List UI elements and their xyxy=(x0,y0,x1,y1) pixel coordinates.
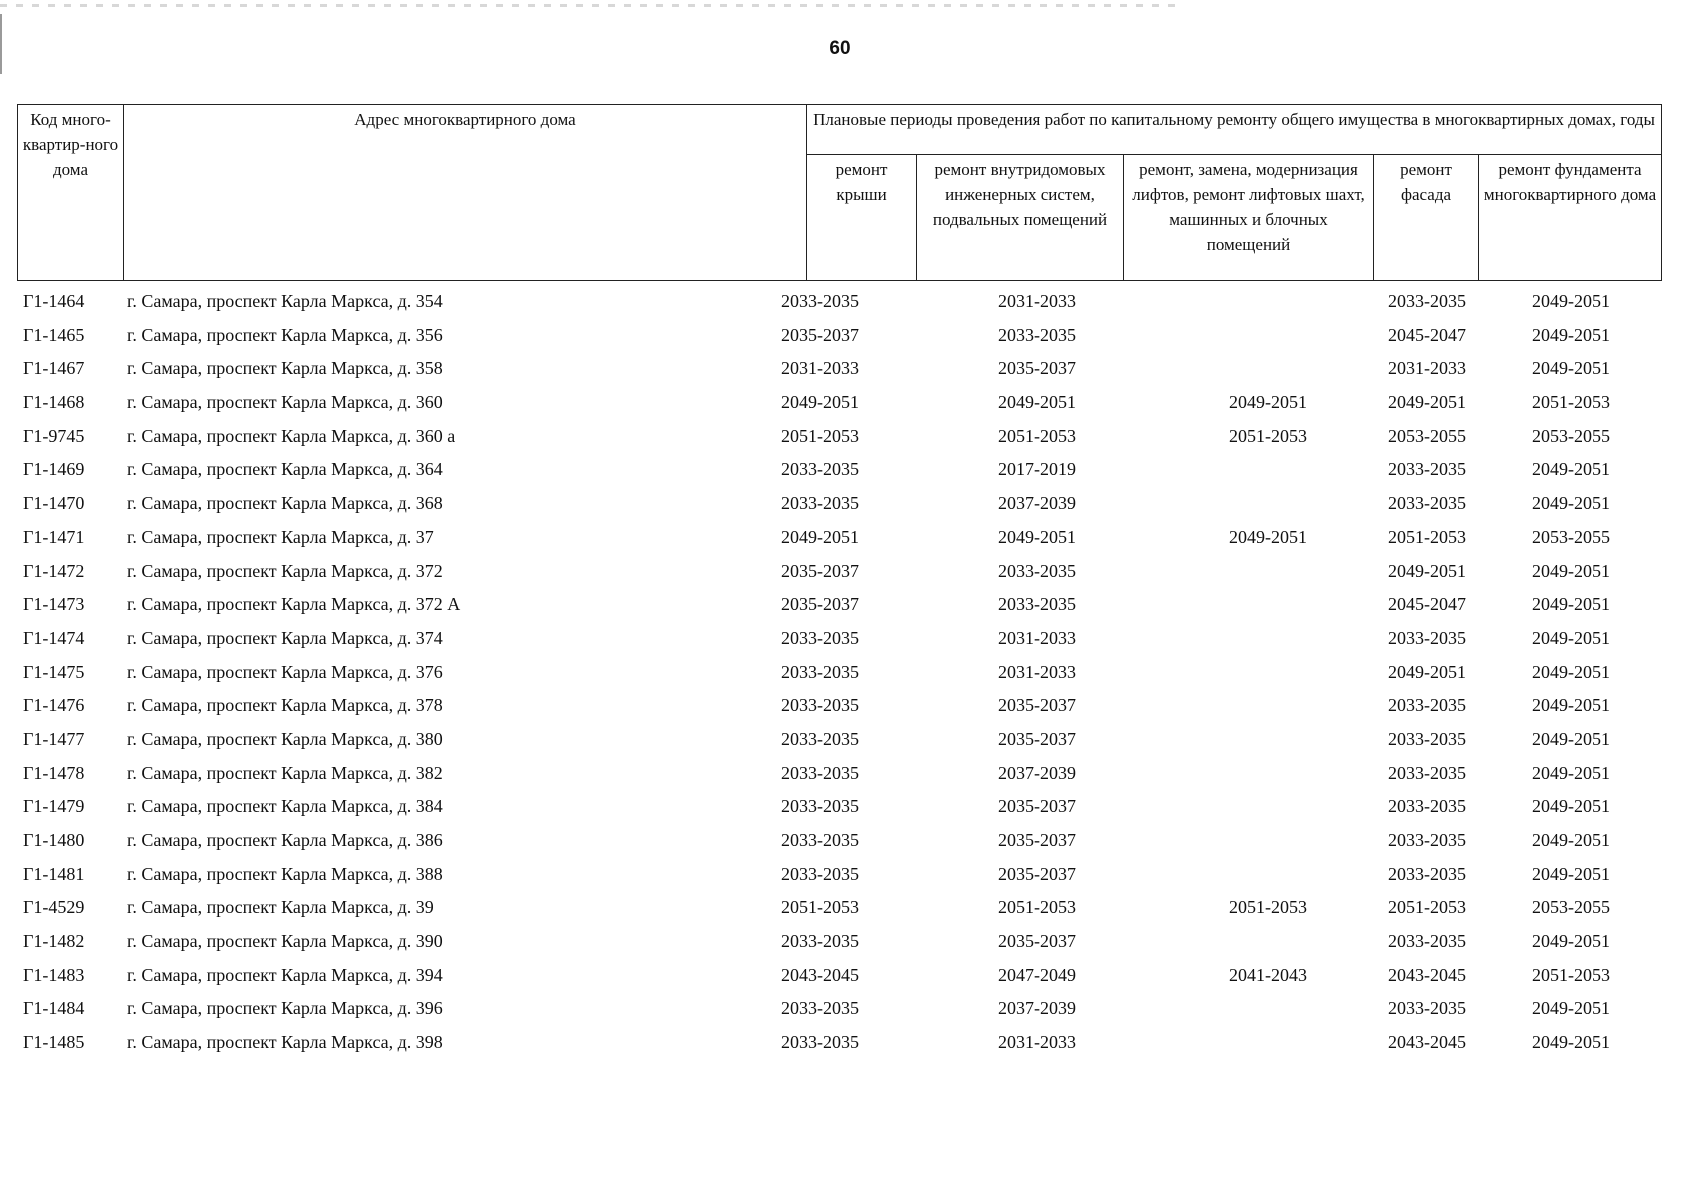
cell-roof: 2033-2035 xyxy=(781,998,859,1019)
cell-facade: 2033-2035 xyxy=(1388,830,1466,850)
cell-address: г. Самара, проспект Карла Маркса, д. 372 А xyxy=(127,594,461,615)
cell-roof: 2033-2035 xyxy=(781,291,859,311)
header-address: Адрес многоквартирного дома xyxy=(124,105,807,281)
table-header xyxy=(17,104,1662,281)
cell-code: Г1-1468 xyxy=(23,392,85,413)
cell-foundation: 2051-2053 xyxy=(1532,392,1610,413)
cell-engineering: 2047-2049 xyxy=(998,964,1076,985)
table-row xyxy=(17,353,1661,387)
cell-roof: 2031-2033 xyxy=(781,358,859,379)
cell-facade: 2051-2053 xyxy=(1388,526,1466,547)
cell-foundation: 2049-2051 xyxy=(1532,931,1610,952)
cell-engineering: 2037-2039 xyxy=(998,998,1076,1019)
cell-code: Г1-1470 xyxy=(23,493,85,514)
cell-lifts: 2051-2053 xyxy=(1229,897,1307,918)
cell-roof: 2049-2051 xyxy=(781,526,859,547)
cell-engineering: 2035-2037 xyxy=(998,796,1076,817)
cell-address: г. Самара, проспект Карла Маркса, д. 378 xyxy=(127,695,443,716)
cell-address: г. Самара, проспект Карла Маркса, д. 398 xyxy=(127,1032,443,1053)
cell-address: г. Самара, проспект Карла Маркса, д. 374 xyxy=(127,627,443,648)
table-row xyxy=(17,825,1661,859)
cell-facade: 2049-2051 xyxy=(1388,661,1466,682)
cell-foundation: 2049-2051 xyxy=(1532,1032,1610,1053)
cell-roof: 2035-2037 xyxy=(781,324,859,345)
header-engineering: ремонт внутридомовых инженерных систем, подвальных помещений xyxy=(917,155,1124,281)
cell-roof: 2033-2035 xyxy=(781,931,859,952)
cell-engineering: 2037-2039 xyxy=(998,762,1076,783)
cell-address: г. Самара, проспект Карла Маркса, д. 354 xyxy=(127,291,443,311)
cell-facade: 2043-2045 xyxy=(1388,964,1466,985)
header-lifts: ремонт, замена, модернизация лифтов, ремонт лифтовых шахт, машинных и блочных помещений xyxy=(1124,155,1374,281)
cell-code: Г1-4529 xyxy=(23,897,85,918)
cell-facade: 2043-2045 xyxy=(1388,1032,1466,1053)
cell-facade: 2045-2047 xyxy=(1388,324,1466,345)
cell-code: Г1-1471 xyxy=(23,526,85,547)
table-row xyxy=(17,320,1661,354)
table-row xyxy=(17,522,1661,556)
cell-engineering: 2031-2033 xyxy=(998,627,1076,648)
table-row xyxy=(17,623,1661,657)
cell-foundation: 2049-2051 xyxy=(1532,291,1610,311)
cell-address: г. Самара, проспект Карла Маркса, д. 386 xyxy=(127,830,443,850)
table-row xyxy=(17,993,1661,1027)
cell-roof: 2033-2035 xyxy=(781,1032,859,1053)
cell-roof: 2051-2053 xyxy=(781,897,859,918)
table-row xyxy=(17,791,1661,825)
cell-roof: 2033-2035 xyxy=(781,493,859,514)
cell-address: г. Самара, проспект Карла Маркса, д. 384 xyxy=(127,796,443,817)
cell-code: Г1-1477 xyxy=(23,728,85,749)
cell-foundation: 2053-2055 xyxy=(1532,526,1610,547)
cell-engineering: 2037-2039 xyxy=(998,493,1076,514)
cell-code: Г1-1469 xyxy=(23,459,85,480)
cell-address: г. Самара, проспект Карла Маркса, д. 394 xyxy=(127,964,443,985)
cell-engineering: 2035-2037 xyxy=(998,728,1076,749)
cell-facade: 2033-2035 xyxy=(1388,931,1466,952)
cell-foundation: 2053-2055 xyxy=(1532,897,1610,918)
table-row xyxy=(17,758,1661,792)
cell-engineering: 2031-2033 xyxy=(998,1032,1076,1053)
cell-engineering: 2049-2051 xyxy=(998,392,1076,413)
cell-address: г. Самара, проспект Карла Маркса, д. 360 xyxy=(127,392,443,413)
cell-roof: 2033-2035 xyxy=(781,627,859,648)
cell-foundation: 2049-2051 xyxy=(1532,998,1610,1019)
cell-foundation: 2049-2051 xyxy=(1532,493,1610,514)
cell-roof: 2033-2035 xyxy=(781,796,859,817)
cell-engineering: 2017-2019 xyxy=(998,459,1076,480)
cell-foundation: 2053-2055 xyxy=(1532,425,1610,446)
cell-engineering: 2031-2033 xyxy=(998,661,1076,682)
cell-roof: 2035-2037 xyxy=(781,594,859,615)
cell-engineering: 2031-2033 xyxy=(998,291,1076,311)
cell-roof: 2033-2035 xyxy=(781,459,859,480)
cell-facade: 2033-2035 xyxy=(1388,796,1466,817)
cell-code: Г1-1485 xyxy=(23,1032,85,1053)
cell-foundation: 2049-2051 xyxy=(1532,358,1610,379)
scan-artifact-top xyxy=(0,4,1180,7)
cell-code: Г1-1479 xyxy=(23,796,85,817)
cell-engineering: 2033-2035 xyxy=(998,324,1076,345)
cell-code: Г1-1476 xyxy=(23,695,85,716)
cell-code: Г1-1475 xyxy=(23,661,85,682)
cell-address: г. Самара, проспект Карла Маркса, д. 39 xyxy=(127,897,434,918)
cell-roof: 2033-2035 xyxy=(781,830,859,850)
cell-foundation: 2049-2051 xyxy=(1532,594,1610,615)
table-row xyxy=(17,421,1661,455)
table-row xyxy=(17,556,1661,590)
cell-code: Г1-1481 xyxy=(23,863,85,884)
cell-facade: 2031-2033 xyxy=(1388,358,1466,379)
cell-foundation: 2049-2051 xyxy=(1532,728,1610,749)
cell-engineering: 2035-2037 xyxy=(998,358,1076,379)
cell-address: г. Самара, проспект Карла Маркса, д. 376 xyxy=(127,661,443,682)
cell-address: г. Самара, проспект Карла Маркса, д. 388 xyxy=(127,863,443,884)
cell-foundation: 2049-2051 xyxy=(1532,762,1610,783)
cell-foundation: 2049-2051 xyxy=(1532,627,1610,648)
table-row xyxy=(17,286,1661,320)
cell-engineering: 2051-2053 xyxy=(998,425,1076,446)
cell-code: Г1-1478 xyxy=(23,762,85,783)
cell-facade: 2033-2035 xyxy=(1388,728,1466,749)
cell-code: Г1-1472 xyxy=(23,560,85,581)
cell-address: г. Самара, проспект Карла Маркса, д. 380 xyxy=(127,728,443,749)
header-facade: ремонт фасада xyxy=(1374,155,1479,281)
table-row xyxy=(17,859,1661,893)
cell-facade: 2033-2035 xyxy=(1388,493,1466,514)
cell-foundation: 2049-2051 xyxy=(1532,863,1610,884)
header-foundation: ремонт фундамента многоквартирного дома xyxy=(1479,155,1662,281)
cell-code: Г1-1465 xyxy=(23,324,85,345)
cell-roof: 2035-2037 xyxy=(781,560,859,581)
table-row xyxy=(17,657,1661,691)
cell-facade: 2049-2051 xyxy=(1388,392,1466,413)
cell-code: Г1-1473 xyxy=(23,594,85,615)
cell-roof: 2033-2035 xyxy=(781,762,859,783)
cell-foundation: 2049-2051 xyxy=(1532,796,1610,817)
cell-foundation: 2051-2053 xyxy=(1532,964,1610,985)
cell-facade: 2033-2035 xyxy=(1388,627,1466,648)
cell-facade: 2033-2035 xyxy=(1388,998,1466,1019)
cell-lifts: 2041-2043 xyxy=(1229,964,1307,985)
cell-roof: 2033-2035 xyxy=(781,863,859,884)
table-row xyxy=(17,892,1661,926)
cell-foundation: 2049-2051 xyxy=(1532,560,1610,581)
cell-foundation: 2049-2051 xyxy=(1532,695,1610,716)
table-row xyxy=(17,488,1661,522)
cell-engineering: 2033-2035 xyxy=(998,594,1076,615)
table-row xyxy=(17,589,1661,623)
cell-address: г. Самара, проспект Карла Маркса, д. 360 а xyxy=(127,425,456,446)
cell-code: Г1-1474 xyxy=(23,627,85,648)
cell-address: г. Самара, проспект Карла Маркса, д. 37 xyxy=(127,526,434,547)
cell-address: г. Самара, проспект Карла Маркса, д. 390 xyxy=(127,931,443,952)
cell-facade: 2049-2051 xyxy=(1388,560,1466,581)
cell-code: Г1-1484 xyxy=(23,998,85,1019)
header-code: Код много-квартир-ного дома xyxy=(18,105,124,281)
cell-roof: 2033-2035 xyxy=(781,695,859,716)
cell-address: г. Самара, проспект Карла Маркса, д. 372 xyxy=(127,560,443,581)
cell-code: Г1-1483 xyxy=(23,964,85,985)
table-row xyxy=(17,387,1661,421)
cell-code: Г1-1464 xyxy=(23,291,85,311)
cell-engineering: 2035-2037 xyxy=(998,931,1076,952)
cell-engineering: 2035-2037 xyxy=(998,695,1076,716)
cell-roof: 2033-2035 xyxy=(781,728,859,749)
cell-address: г. Самара, проспект Карла Маркса, д. 356 xyxy=(127,324,443,345)
cell-foundation: 2049-2051 xyxy=(1532,459,1610,480)
cell-engineering: 2033-2035 xyxy=(998,560,1076,581)
page-number: 60 xyxy=(829,38,851,59)
cell-facade: 2033-2035 xyxy=(1388,695,1466,716)
cell-code: Г1-1482 xyxy=(23,931,85,952)
cell-address: г. Самара, проспект Карла Маркса, д. 364 xyxy=(127,459,443,480)
cell-code: Г1-9745 xyxy=(23,425,85,446)
cell-facade: 2033-2035 xyxy=(1388,762,1466,783)
cell-lifts: 2049-2051 xyxy=(1229,392,1307,413)
cell-engineering: 2051-2053 xyxy=(998,897,1076,918)
cell-code: Г1-1467 xyxy=(23,358,85,379)
cell-facade: 2033-2035 xyxy=(1388,863,1466,884)
cell-address: г. Самара, проспект Карла Маркса, д. 396 xyxy=(127,998,443,1019)
cell-address: г. Самара, проспект Карла Маркса, д. 358 xyxy=(127,358,443,379)
cell-address: г. Самара, проспект Карла Маркса, д. 382 xyxy=(127,762,443,783)
cell-roof: 2033-2035 xyxy=(781,661,859,682)
cell-foundation: 2049-2051 xyxy=(1532,830,1610,850)
table-row xyxy=(17,454,1661,488)
cell-facade: 2053-2055 xyxy=(1388,425,1466,446)
cell-address: г. Самара, проспект Карла Маркса, д. 368 xyxy=(127,493,443,514)
cell-roof: 2051-2053 xyxy=(781,425,859,446)
table-row xyxy=(17,960,1661,994)
cell-foundation: 2049-2051 xyxy=(1532,324,1610,345)
table-row xyxy=(17,926,1661,960)
table-row xyxy=(17,1027,1661,1061)
cell-engineering: 2035-2037 xyxy=(998,863,1076,884)
cell-roof: 2049-2051 xyxy=(781,392,859,413)
cell-lifts: 2051-2053 xyxy=(1229,425,1307,446)
cell-facade: 2033-2035 xyxy=(1388,291,1466,311)
cell-engineering: 2049-2051 xyxy=(998,526,1076,547)
cell-facade: 2051-2053 xyxy=(1388,897,1466,918)
cell-lifts: 2049-2051 xyxy=(1229,526,1307,547)
cell-foundation: 2049-2051 xyxy=(1532,661,1610,682)
cell-code: Г1-1480 xyxy=(23,830,85,850)
table-row xyxy=(17,690,1661,724)
cell-engineering: 2035-2037 xyxy=(998,830,1076,850)
header-roof: ремонт крыши xyxy=(807,155,917,281)
cell-facade: 2045-2047 xyxy=(1388,594,1466,615)
table-body xyxy=(17,286,1661,1061)
header-periods: Плановые периоды проведения работ по капитальному ремонту общего имущества в многоквартирных домах, годы xyxy=(807,105,1662,155)
cell-roof: 2043-2045 xyxy=(781,964,859,985)
cell-facade: 2033-2035 xyxy=(1388,459,1466,480)
table-row xyxy=(17,724,1661,758)
